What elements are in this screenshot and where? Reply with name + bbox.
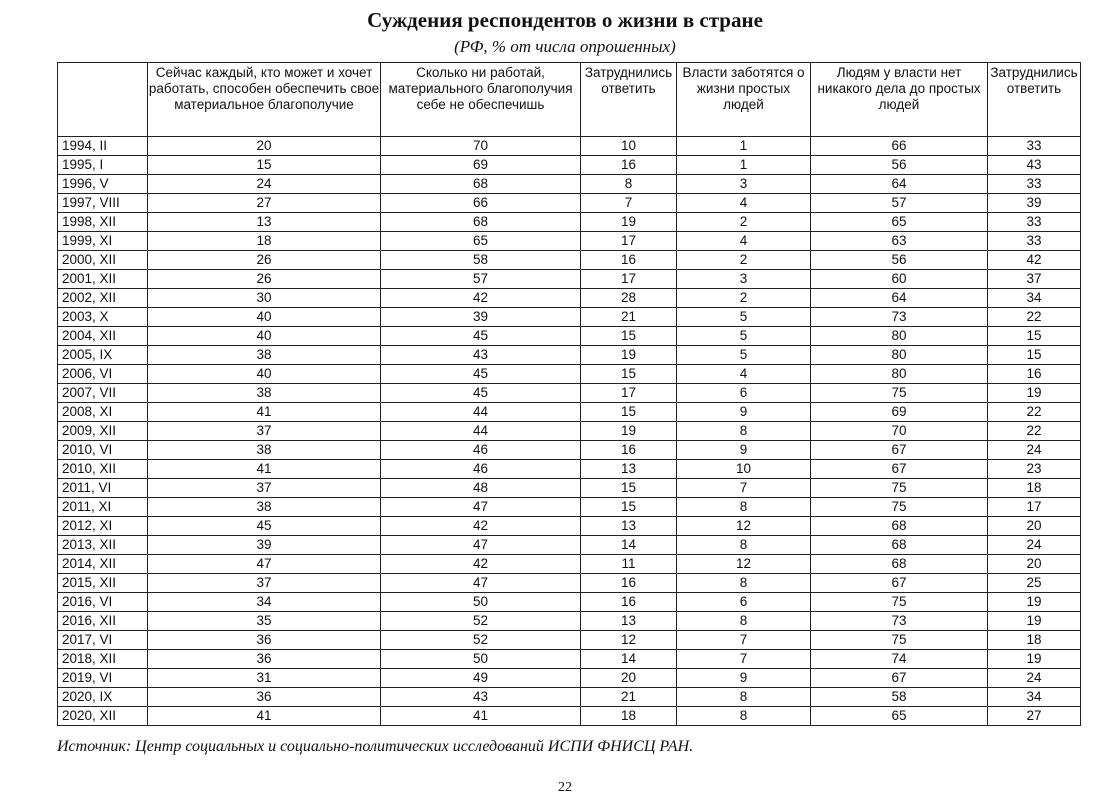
table-row	[58, 593, 1081, 612]
cell-can-provide: 37	[148, 479, 381, 498]
table-body	[58, 137, 1081, 726]
table-row	[58, 270, 1081, 289]
cell-authorities-care: 12	[677, 517, 811, 536]
cell-can-provide: 26	[148, 270, 381, 289]
cell-can-provide: 41	[148, 403, 381, 422]
cell-authorities-dont-care: 68	[811, 555, 988, 574]
cell-authorities-dont-care: 64	[811, 289, 988, 308]
cell-cannot-provide: 42	[381, 289, 581, 308]
cell-period: 2009, XII	[58, 422, 148, 441]
cell-no-answer-2: 20	[988, 517, 1081, 536]
cell-authorities-dont-care: 67	[811, 669, 988, 688]
cell-authorities-care: 7	[677, 650, 811, 669]
table-row	[58, 327, 1081, 346]
cell-no-answer-2: 15	[988, 327, 1081, 346]
cell-no-answer-1: 19	[581, 213, 677, 232]
table-row	[58, 669, 1081, 688]
cell-cannot-provide: 43	[381, 688, 581, 707]
cell-cannot-provide: 44	[381, 422, 581, 441]
table-row	[58, 441, 1081, 460]
table-row	[58, 232, 1081, 251]
cell-no-answer-2: 33	[988, 137, 1081, 156]
header-cell-period	[58, 63, 148, 137]
cell-no-answer-2: 34	[988, 289, 1081, 308]
cell-authorities-care: 8	[677, 688, 811, 707]
table-row	[58, 194, 1081, 213]
cell-no-answer-1: 15	[581, 498, 677, 517]
cell-authorities-care: 6	[677, 593, 811, 612]
cell-authorities-care: 8	[677, 422, 811, 441]
cell-period: 2010, VI	[58, 441, 148, 460]
cell-authorities-dont-care: 56	[811, 156, 988, 175]
cell-can-provide: 24	[148, 175, 381, 194]
cell-period: 2007, VII	[58, 384, 148, 403]
cell-no-answer-1: 16	[581, 251, 677, 270]
cell-authorities-dont-care: 65	[811, 707, 988, 726]
cell-cannot-provide: 66	[381, 194, 581, 213]
cell-no-answer-2: 23	[988, 460, 1081, 479]
cell-period: 2014, XII	[58, 555, 148, 574]
cell-cannot-provide: 58	[381, 251, 581, 270]
cell-period: 2016, VI	[58, 593, 148, 612]
cell-authorities-care: 3	[677, 270, 811, 289]
cell-no-answer-1: 15	[581, 479, 677, 498]
cell-authorities-dont-care: 66	[811, 137, 988, 156]
cell-period: 2015, XII	[58, 574, 148, 593]
cell-authorities-care: 3	[677, 175, 811, 194]
cell-no-answer-1: 16	[581, 156, 677, 175]
cell-no-answer-2: 24	[988, 669, 1081, 688]
table-row	[58, 479, 1081, 498]
cell-no-answer-2: 39	[988, 194, 1081, 213]
cell-period: 2013, XII	[58, 536, 148, 555]
header-cell-authorities-care: Власти заботятся о жизни простых людей	[677, 63, 811, 137]
cell-cannot-provide: 41	[381, 707, 581, 726]
cell-period: 1994, II	[58, 137, 148, 156]
cell-cannot-provide: 47	[381, 536, 581, 555]
cell-can-provide: 36	[148, 631, 381, 650]
cell-no-answer-2: 18	[988, 479, 1081, 498]
table-row	[58, 156, 1081, 175]
cell-period: 2018, XII	[58, 650, 148, 669]
table-row	[58, 612, 1081, 631]
cell-cannot-provide: 68	[381, 213, 581, 232]
cell-cannot-provide: 42	[381, 555, 581, 574]
cell-cannot-provide: 69	[381, 156, 581, 175]
cell-no-answer-1: 7	[581, 194, 677, 213]
cell-no-answer-2: 17	[988, 498, 1081, 517]
cell-authorities-care: 7	[677, 479, 811, 498]
cell-no-answer-2: 19	[988, 650, 1081, 669]
document-title: Суждения респондентов о жизни в стране	[367, 8, 763, 32]
cell-no-answer-1: 14	[581, 650, 677, 669]
cell-authorities-care: 1	[677, 137, 811, 156]
cell-can-provide: 31	[148, 669, 381, 688]
cell-no-answer-1: 20	[581, 669, 677, 688]
cell-no-answer-1: 21	[581, 688, 677, 707]
table-row	[58, 175, 1081, 194]
cell-period: 2008, XI	[58, 403, 148, 422]
cell-cannot-provide: 57	[381, 270, 581, 289]
cell-can-provide: 45	[148, 517, 381, 536]
cell-no-answer-1: 13	[581, 460, 677, 479]
cell-can-provide: 41	[148, 707, 381, 726]
cell-period: 2012, XI	[58, 517, 148, 536]
cell-can-provide: 40	[148, 308, 381, 327]
cell-no-answer-2: 18	[988, 631, 1081, 650]
cell-period: 2001, XII	[58, 270, 148, 289]
cell-cannot-provide: 52	[381, 612, 581, 631]
cell-no-answer-2: 15	[988, 346, 1081, 365]
cell-cannot-provide: 50	[381, 650, 581, 669]
cell-period: 1999, XI	[58, 232, 148, 251]
cell-can-provide: 20	[148, 137, 381, 156]
cell-no-answer-1: 10	[581, 137, 677, 156]
cell-period: 2011, XI	[58, 498, 148, 517]
cell-cannot-provide: 45	[381, 384, 581, 403]
table-row	[58, 460, 1081, 479]
cell-authorities-dont-care: 74	[811, 650, 988, 669]
cell-no-answer-2: 22	[988, 403, 1081, 422]
table-row	[58, 308, 1081, 327]
cell-period: 2020, IX	[58, 688, 148, 707]
cell-no-answer-1: 14	[581, 536, 677, 555]
table-row	[58, 650, 1081, 669]
source-note: Источник: Центр социальных и социально-политических исследований ИСПИ ФНИСЦ РАН.	[57, 738, 694, 755]
cell-cannot-provide: 48	[381, 479, 581, 498]
cell-can-provide: 39	[148, 536, 381, 555]
cell-authorities-care: 2	[677, 289, 811, 308]
cell-cannot-provide: 46	[381, 460, 581, 479]
cell-authorities-care: 10	[677, 460, 811, 479]
cell-period: 2005, IX	[58, 346, 148, 365]
table-row	[58, 555, 1081, 574]
document-subtitle: (РФ, % от числа опрошенных)	[454, 37, 676, 56]
table-row	[58, 517, 1081, 536]
cell-authorities-care: 9	[677, 441, 811, 460]
cell-no-answer-1: 16	[581, 593, 677, 612]
header-cell-no-answer-2: Затруднились ответить	[988, 63, 1081, 137]
cell-no-answer-1: 19	[581, 422, 677, 441]
cell-can-provide: 47	[148, 555, 381, 574]
cell-can-provide: 38	[148, 384, 381, 403]
cell-authorities-care: 8	[677, 707, 811, 726]
cell-can-provide: 40	[148, 365, 381, 384]
cell-no-answer-1: 13	[581, 612, 677, 631]
table-row	[58, 365, 1081, 384]
cell-no-answer-2: 25	[988, 574, 1081, 593]
cell-authorities-dont-care: 67	[811, 460, 988, 479]
cell-authorities-dont-care: 70	[811, 422, 988, 441]
cell-can-provide: 18	[148, 232, 381, 251]
cell-no-answer-1: 16	[581, 574, 677, 593]
cell-no-answer-1: 16	[581, 441, 677, 460]
cell-no-answer-1: 21	[581, 308, 677, 327]
cell-no-answer-2: 33	[988, 232, 1081, 251]
table-row	[58, 631, 1081, 650]
cell-authorities-care: 2	[677, 251, 811, 270]
cell-can-provide: 34	[148, 593, 381, 612]
cell-no-answer-2: 19	[988, 593, 1081, 612]
cell-authorities-dont-care: 65	[811, 213, 988, 232]
header-cell-authorities-dont-care: Людям у власти нет никакого дела до простых людей	[811, 63, 988, 137]
cell-can-provide: 36	[148, 650, 381, 669]
cell-period: 2016, XII	[58, 612, 148, 631]
cell-authorities-care: 7	[677, 631, 811, 650]
cell-authorities-care: 5	[677, 346, 811, 365]
cell-cannot-provide: 50	[381, 593, 581, 612]
cell-authorities-dont-care: 57	[811, 194, 988, 213]
cell-authorities-dont-care: 58	[811, 688, 988, 707]
cell-authorities-dont-care: 67	[811, 574, 988, 593]
cell-no-answer-1: 15	[581, 327, 677, 346]
cell-period: 2006, VI	[58, 365, 148, 384]
cell-cannot-provide: 47	[381, 574, 581, 593]
cell-period: 2010, XII	[58, 460, 148, 479]
cell-no-answer-2: 42	[988, 251, 1081, 270]
cell-authorities-dont-care: 73	[811, 308, 988, 327]
cell-cannot-provide: 45	[381, 327, 581, 346]
table-row	[58, 384, 1081, 403]
table-header	[58, 63, 1081, 137]
cell-authorities-dont-care: 75	[811, 593, 988, 612]
cell-authorities-dont-care: 63	[811, 232, 988, 251]
cell-cannot-provide: 43	[381, 346, 581, 365]
cell-period: 2017, VI	[58, 631, 148, 650]
table-row	[58, 574, 1081, 593]
cell-authorities-care: 8	[677, 612, 811, 631]
cell-no-answer-2: 20	[988, 555, 1081, 574]
survey-table	[57, 62, 1081, 726]
cell-can-provide: 27	[148, 194, 381, 213]
cell-authorities-dont-care: 68	[811, 536, 988, 555]
cell-authorities-dont-care: 64	[811, 175, 988, 194]
cell-authorities-care: 8	[677, 498, 811, 517]
cell-period: 2004, XII	[58, 327, 148, 346]
cell-authorities-dont-care: 75	[811, 479, 988, 498]
cell-can-provide: 13	[148, 213, 381, 232]
cell-cannot-provide: 44	[381, 403, 581, 422]
header-cell-can-provide: Сейчас каждый, кто может и хочет работать, способен обеспечить свое материальное благополучие	[148, 63, 381, 137]
cell-can-provide: 41	[148, 460, 381, 479]
table-row	[58, 289, 1081, 308]
cell-authorities-care: 4	[677, 232, 811, 251]
cell-no-answer-2: 16	[988, 365, 1081, 384]
table-row	[58, 213, 1081, 232]
table-row	[58, 536, 1081, 555]
cell-no-answer-1: 17	[581, 232, 677, 251]
cell-no-answer-2: 43	[988, 156, 1081, 175]
cell-no-answer-2: 24	[988, 441, 1081, 460]
cell-authorities-care: 5	[677, 327, 811, 346]
cell-can-provide: 15	[148, 156, 381, 175]
cell-no-answer-1: 28	[581, 289, 677, 308]
cell-authorities-care: 1	[677, 156, 811, 175]
cell-no-answer-1: 12	[581, 631, 677, 650]
cell-can-provide: 38	[148, 346, 381, 365]
cell-no-answer-2: 33	[988, 213, 1081, 232]
table-row	[58, 498, 1081, 517]
cell-no-answer-2: 22	[988, 308, 1081, 327]
cell-cannot-provide: 46	[381, 441, 581, 460]
cell-authorities-care: 12	[677, 555, 811, 574]
cell-cannot-provide: 39	[381, 308, 581, 327]
cell-cannot-provide: 52	[381, 631, 581, 650]
table-row	[58, 422, 1081, 441]
cell-no-answer-1: 13	[581, 517, 677, 536]
cell-authorities-care: 9	[677, 669, 811, 688]
cell-no-answer-2: 19	[988, 612, 1081, 631]
cell-period: 2011, VI	[58, 479, 148, 498]
cell-no-answer-1: 17	[581, 270, 677, 289]
cell-period: 2019, VI	[58, 669, 148, 688]
cell-authorities-dont-care: 67	[811, 441, 988, 460]
table-row	[58, 251, 1081, 270]
cell-cannot-provide: 49	[381, 669, 581, 688]
cell-cannot-provide: 65	[381, 232, 581, 251]
table-row	[58, 707, 1081, 726]
cell-cannot-provide: 47	[381, 498, 581, 517]
cell-cannot-provide: 68	[381, 175, 581, 194]
cell-no-answer-1: 15	[581, 365, 677, 384]
cell-authorities-dont-care: 80	[811, 327, 988, 346]
cell-authorities-care: 8	[677, 536, 811, 555]
cell-authorities-dont-care: 73	[811, 612, 988, 631]
cell-no-answer-1: 18	[581, 707, 677, 726]
cell-no-answer-1: 19	[581, 346, 677, 365]
cell-no-answer-2: 37	[988, 270, 1081, 289]
cell-no-answer-1: 8	[581, 175, 677, 194]
cell-no-answer-1: 11	[581, 555, 677, 574]
cell-no-answer-2: 24	[988, 536, 1081, 555]
cell-authorities-care: 6	[677, 384, 811, 403]
cell-authorities-care: 8	[677, 574, 811, 593]
cell-authorities-dont-care: 56	[811, 251, 988, 270]
cell-period: 2003, X	[58, 308, 148, 327]
cell-cannot-provide: 70	[381, 137, 581, 156]
cell-authorities-dont-care: 60	[811, 270, 988, 289]
cell-period: 2000, XII	[58, 251, 148, 270]
table-row	[58, 137, 1081, 156]
header-cell-cannot-provide: Сколько ни работай, материального благополучия себе не обеспечишь	[381, 63, 581, 137]
cell-can-provide: 30	[148, 289, 381, 308]
table-row	[58, 688, 1081, 707]
cell-period: 1998, XII	[58, 213, 148, 232]
cell-no-answer-2: 22	[988, 422, 1081, 441]
cell-authorities-dont-care: 69	[811, 403, 988, 422]
cell-period: 2020, XII	[58, 707, 148, 726]
cell-no-answer-2: 33	[988, 175, 1081, 194]
cell-period: 1997, VIII	[58, 194, 148, 213]
cell-no-answer-1: 15	[581, 403, 677, 422]
cell-authorities-care: 4	[677, 365, 811, 384]
cell-period: 1995, I	[58, 156, 148, 175]
cell-authorities-care: 9	[677, 403, 811, 422]
cell-authorities-care: 4	[677, 194, 811, 213]
cell-no-answer-2: 19	[988, 384, 1081, 403]
cell-no-answer-2: 27	[988, 707, 1081, 726]
cell-authorities-dont-care: 80	[811, 346, 988, 365]
cell-cannot-provide: 45	[381, 365, 581, 384]
cell-period: 2002, XII	[58, 289, 148, 308]
cell-authorities-dont-care: 75	[811, 631, 988, 650]
header-cell-no-answer-1: Затруднились ответить	[581, 63, 677, 137]
cell-period: 1996, V	[58, 175, 148, 194]
cell-can-provide: 37	[148, 574, 381, 593]
cell-can-provide: 40	[148, 327, 381, 346]
cell-authorities-dont-care: 80	[811, 365, 988, 384]
cell-authorities-care: 5	[677, 308, 811, 327]
table-row	[58, 403, 1081, 422]
cell-no-answer-2: 34	[988, 688, 1081, 707]
cell-authorities-dont-care: 75	[811, 384, 988, 403]
cell-can-provide: 26	[148, 251, 381, 270]
cell-can-provide: 37	[148, 422, 381, 441]
cell-cannot-provide: 42	[381, 517, 581, 536]
table-row	[58, 346, 1081, 365]
cell-can-provide: 35	[148, 612, 381, 631]
cell-no-answer-1: 17	[581, 384, 677, 403]
cell-can-provide: 38	[148, 441, 381, 460]
cell-can-provide: 38	[148, 498, 381, 517]
cell-can-provide: 36	[148, 688, 381, 707]
cell-authorities-care: 2	[677, 213, 811, 232]
header-row	[58, 63, 1081, 137]
cell-authorities-dont-care: 75	[811, 498, 988, 517]
page-number: 22	[558, 780, 572, 795]
cell-authorities-dont-care: 68	[811, 517, 988, 536]
